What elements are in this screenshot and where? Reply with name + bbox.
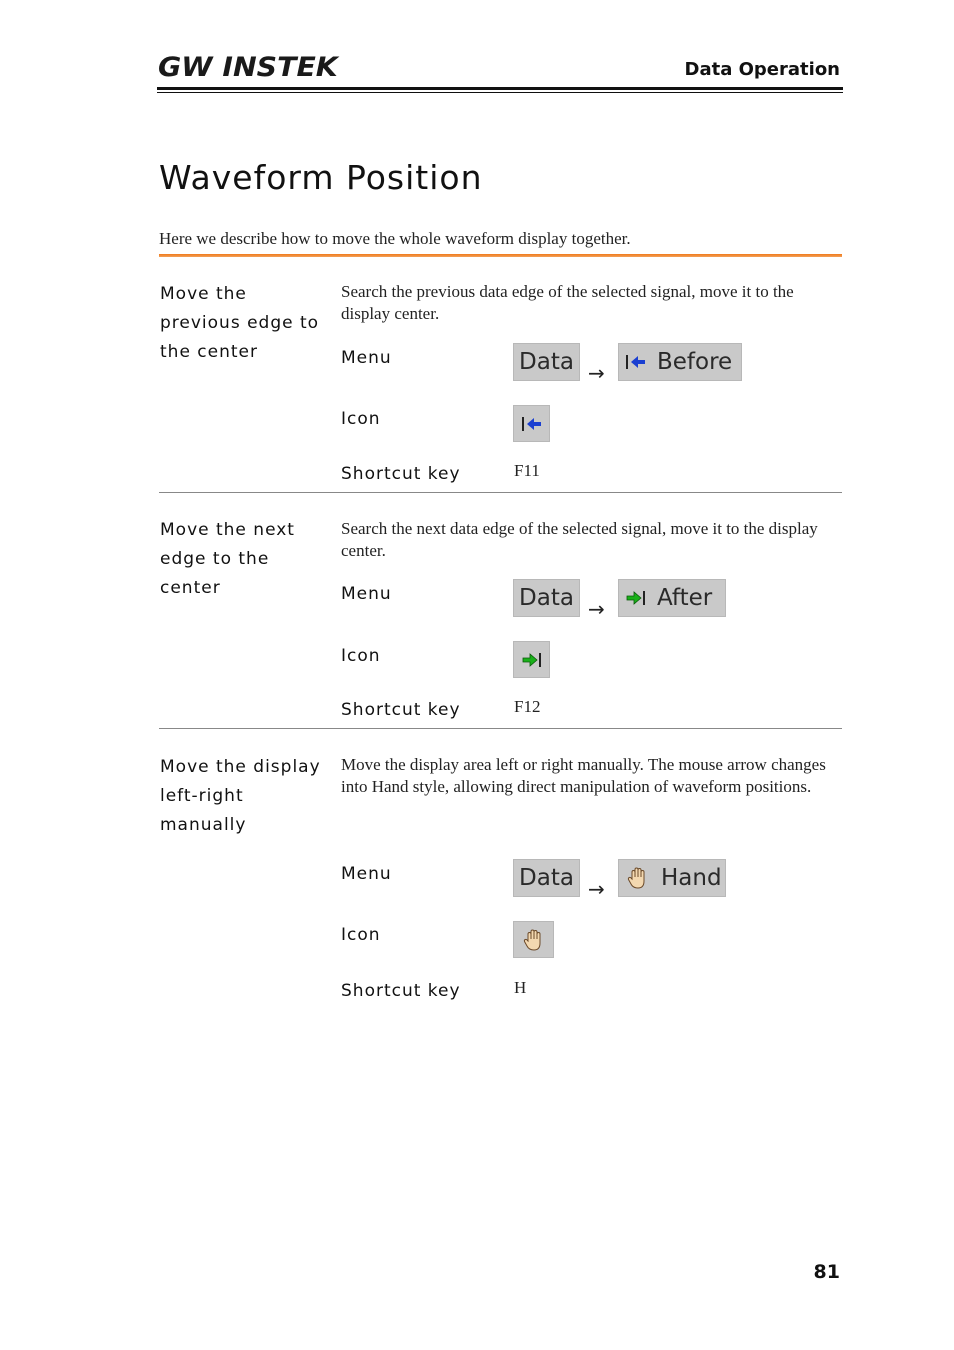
hand-menu-label: Hand	[661, 865, 722, 891]
header-rule	[157, 87, 843, 90]
previous-edge-icon	[625, 352, 647, 372]
data-menu-button[interactable]	[513, 859, 580, 897]
page-title: Waveform Position	[159, 158, 483, 197]
next-edge-toolbar-button[interactable]	[513, 641, 550, 678]
section-description: Move the display area left or right manually. The mouse arrow changes into Hand style, allowing direct manipulation of waveform positions.	[341, 755, 826, 796]
before-menu-button[interactable]	[618, 343, 742, 381]
menu-arrow: →	[588, 877, 605, 901]
hand-toolbar-button[interactable]	[513, 921, 554, 958]
shortcut-label: Shortcut key	[341, 464, 461, 484]
section-description: Search the next data edge of the selected signal, move it to the display center.	[341, 519, 818, 560]
header-rule-thin	[157, 92, 843, 93]
gw-instek-logo: GW INSTEK	[158, 52, 338, 83]
before-menu-label: Before	[657, 349, 733, 375]
menu-label: Menu	[341, 348, 392, 368]
icon-label: Icon	[341, 925, 381, 945]
shortcut-value: H	[514, 978, 527, 997]
data-menu-label: Data	[519, 585, 574, 611]
data-menu-label: Data	[519, 349, 574, 375]
section-label-hand: Move the display left-right manually	[160, 757, 321, 835]
after-menu-label: After	[657, 585, 713, 611]
hand-icon	[625, 865, 651, 891]
menu-arrow: →	[588, 597, 605, 621]
data-menu-button[interactable]	[513, 343, 580, 381]
previous-edge-icon	[521, 414, 543, 434]
section-divider	[159, 492, 842, 493]
shortcut-label: Shortcut key	[341, 700, 461, 720]
intro-text: Here we describe how to move the whole waveform display together.	[159, 229, 631, 248]
intro-divider	[159, 254, 842, 257]
hand-icon	[521, 927, 547, 953]
icon-label: Icon	[341, 409, 381, 429]
after-menu-button[interactable]	[618, 579, 726, 617]
previous-edge-toolbar-button[interactable]	[513, 405, 550, 442]
shortcut-value: F11	[514, 461, 540, 480]
section-divider	[159, 728, 842, 729]
section-description: Search the previous data edge of the selected signal, move it to the display center.	[341, 282, 794, 323]
hand-menu-button[interactable]	[618, 859, 726, 897]
next-edge-icon	[625, 588, 647, 608]
section-label-next-edge: Move the next edge to the center	[160, 520, 295, 598]
menu-label: Menu	[341, 584, 392, 604]
page-number: 81	[813, 1261, 840, 1283]
menu-arrow: →	[588, 361, 605, 385]
shortcut-label: Shortcut key	[341, 981, 461, 1001]
section-label-previous-edge: Move the previous edge to the center	[160, 284, 320, 362]
header-section-name: Data Operation	[684, 59, 840, 80]
shortcut-value: F12	[514, 697, 541, 716]
data-menu-button[interactable]	[513, 579, 580, 617]
next-edge-icon	[521, 650, 543, 670]
icon-label: Icon	[341, 646, 381, 666]
data-menu-label: Data	[519, 865, 574, 891]
menu-label: Menu	[341, 864, 392, 884]
